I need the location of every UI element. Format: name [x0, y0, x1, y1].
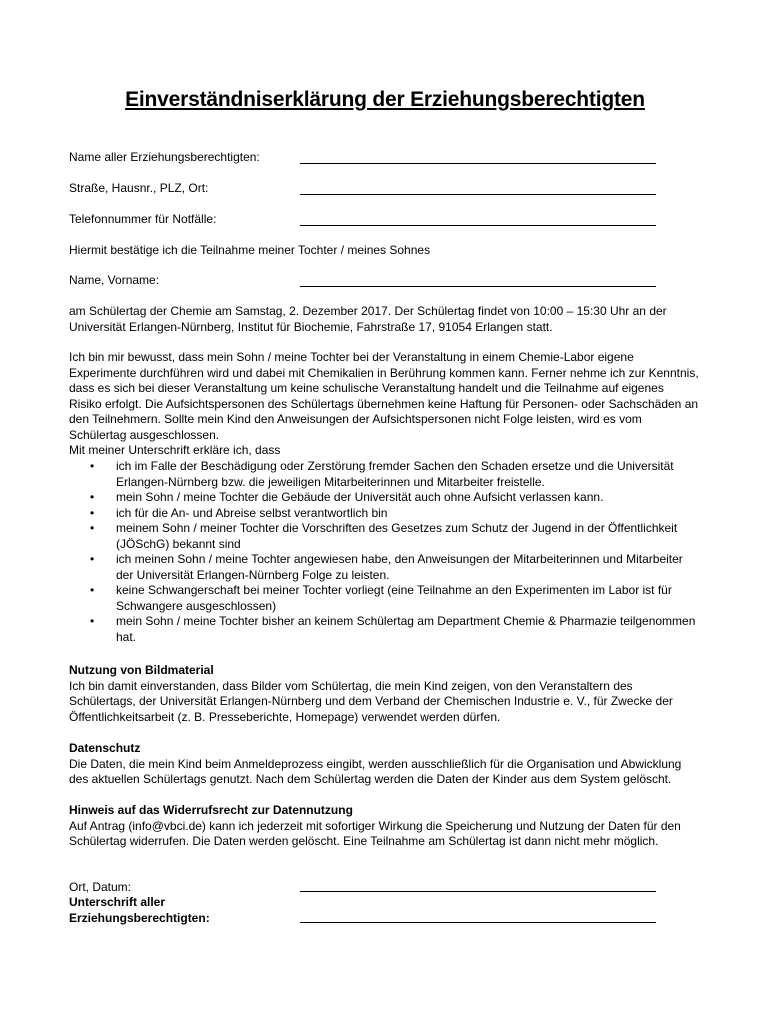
fill-in-line[interactable]	[300, 194, 656, 195]
field-label: Name aller Erziehungsberechtigten:	[69, 150, 260, 164]
awareness-paragraph: Ich bin mir bewusst, dass mein Sohn / meine Tochter bei der Veranstaltung in einem Chemie-Labor eigene Experimente durchführen wird und dabei mit Chemikalien in Berührung kommen kann. Ferner nehme ich zur Kenntnis, dass es sich bei dieser Veranstaltung um keine schulische Veranstaltung handelt und die Teilnahme auf eigenes Risiko erfolgt. Die Aufsichtspersonen des Schülertags übernehmen keine Haftung für Personen- oder Sachschäden an den Teilnehmern. Sollte mein Kind den Anweisungen der Aufsichtspersonen nicht Folge leisten, wird es vom Schülertag ausgeschlossen.	[69, 350, 699, 442]
list-item: • mein Sohn / meine Tochter bisher an keinem Schülertag am Department Chemie & Pharmazie teilgenommen hat.	[69, 614, 699, 645]
page-title: Einverständniserklärung der Erziehungsberechtigten	[125, 88, 645, 111]
signature-label-line2: Erziehungsberechtigten:	[69, 911, 210, 925]
fill-in-line[interactable]	[300, 163, 656, 164]
declaration-intro: Mit meiner Unterschrift erkläre ich, dass	[69, 443, 281, 457]
section-heading: Hinweis auf das Widerrufsrecht zur Datennutzung	[69, 803, 353, 817]
signature-line[interactable]	[300, 922, 656, 923]
field-label: Name, Vorname:	[69, 273, 160, 287]
field-label: Straße, Hausnr., PLZ, Ort:	[69, 181, 209, 195]
list-item: • ich für die An- und Abreise selbst verantwortlich bin	[69, 506, 699, 522]
list-item: • mein Sohn / meine Tochter die Gebäude der Universität auch ohne Aufsicht verlassen kann.	[69, 490, 699, 506]
section-revocation	[69, 803, 699, 850]
list-item: • keine Schwangerschaft bei meiner Tochter vorliegt (eine Teilnahme an den Experimenten im Labor ist für Schwangere ausgeschlossen)	[69, 583, 699, 614]
field-address	[69, 181, 669, 197]
confirm-text: Hiermit bestätige ich die Teilnahme meiner Tochter / meines Sohnes	[69, 243, 431, 257]
field-emergency-phone	[69, 212, 669, 228]
fill-in-line[interactable]	[300, 286, 656, 287]
event-paragraph: am Schülertag der Chemie am Samstag, 2. Dezember 2017. Der Schülertag findet von 10:00 – 15:30 Uhr an der Universität Erlangen-Nürnberg, Institut für Biochemie, Fahrstraße 17, 91054 Erlangen statt.	[69, 304, 667, 334]
section-data-protection	[69, 741, 699, 788]
section-heading: Nutzung von Bildmaterial	[69, 663, 214, 677]
place-date-label: Ort, Datum:	[69, 880, 132, 894]
section-text: Die Daten, die mein Kind beim Anmeldeprozess eingibt, werden ausschließlich für die Organisation und Abwicklung des aktuellen Schülertags genutzt. Nach dem Schülertag werden die Daten der Kinder aus dem System gelöscht.	[69, 756, 682, 786]
list-item: • ich im Falle der Beschädigung oder Zerstörung fremder Sachen den Schaden ersetze und die Universität Erlangen-Nürnberg bzw. die jeweiligen Mitarbeiterinnen und Mitarbeiter freistelle.	[69, 459, 699, 490]
section-text: Ich bin damit einverstanden, dass Bilder vom Schülertag, die mein Kind zeigen, von den Veranstaltern des Schülertags, der Universität Erlangen-Nürnberg und dem Verband der Chemischen Industrie e. V., für Zwecke der Öffentlichkeitsarbeit (z. B. Presseberichte, Homepage) verwendet werden dürfen.	[69, 678, 673, 724]
list-item: • meinem Sohn / meiner Tochter die Vorschriften des Gesetzes zum Schutz der Jugend in der Öffentlichkeit (JÖSchG) bekannt sind	[69, 521, 699, 552]
signature-label-line1: Unterschrift aller	[69, 895, 166, 909]
place-date-line[interactable]	[300, 891, 656, 892]
field-parents-name	[69, 150, 669, 166]
fill-in-line[interactable]	[300, 225, 656, 226]
field-child-name	[69, 273, 669, 289]
list-item: • ich meinen Sohn / meine Tochter angewiesen habe, den Anweisungen der Mitarbeiterinnen und Mitarbeiter der Universität Erlangen-Nürnberg Folge zu leisten.	[69, 552, 699, 583]
field-label: Telefonnummer für Notfälle:	[69, 212, 217, 226]
declaration-list	[69, 459, 699, 645]
section-heading: Datenschutz	[69, 741, 141, 755]
section-text: Auf Antrag (info@vbci.de) kann ich jederzeit mit sofortiger Wirkung die Speicherung und Nutzung der Daten für den Schülertag widerrufen. Die Daten werden gelöscht. Eine Teilnahme am Schülertag ist dann nicht mehr möglich.	[69, 818, 681, 848]
section-image-usage	[69, 663, 699, 725]
